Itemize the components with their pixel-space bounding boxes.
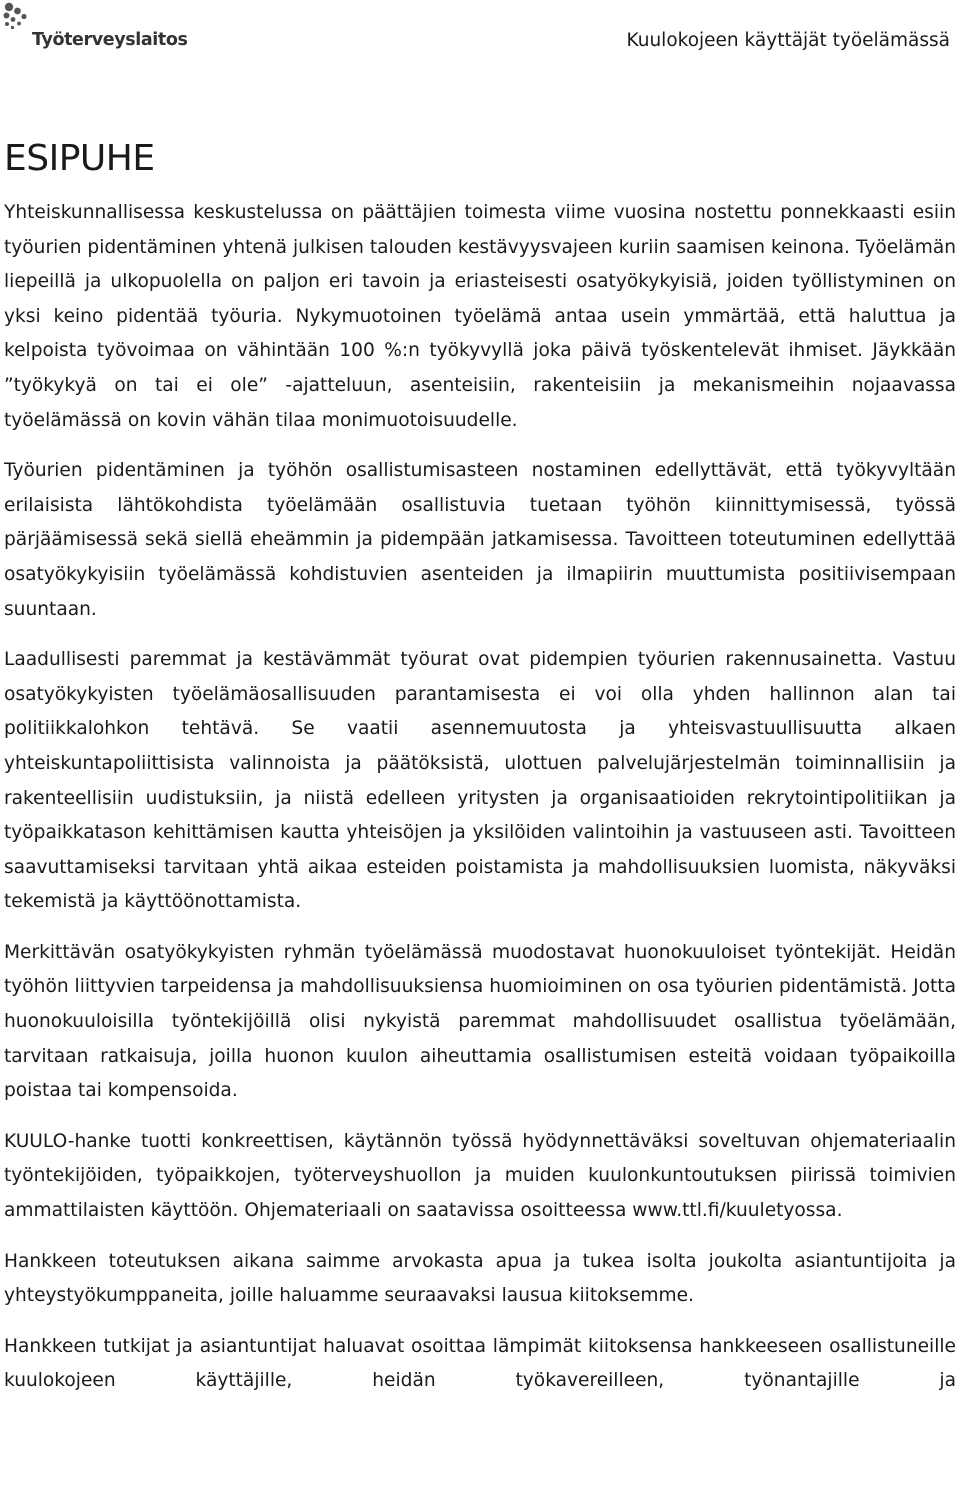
page-header: [0, 0, 960, 70]
paragraph: Laadullisesti paremmat ja kestävämmät työurat ovat pidempien työurien rakennusainetta. Vastuu osatyökykyisten työelämäosallisuuden parantamisesta ei voi olla yhden hallinnon alan tai politiikkalohkon tehtävä. Se vaatii asennemuutosta ja yhteisvastuullisuutta alkaen yhteiskuntapoliittisista valinnoista ja päätöksistä, ulottuen palvelujärjestelmän toiminnallisiin ja rakenteellisiin uudistuksiin, ja niistä edelleen yritysten ja organisaatioiden rekrytointipolitiikan ja työpaikkatason kehittämisen kautta yhteisöjen ja yksilöiden valintoihin ja vastuuseen asti. Tavoitteen saavuttamiseksi tarvitaan yhtä aikaa esteiden poistamista ja mahdollisuuksien luomista, näkyväksi tekemistä ja käyttöönottamista.: [4, 649, 956, 913]
paragraph: Yhteiskunnallisessa keskustelussa on päättäjien toimesta viime vuosina nostettu ponnekkaasti esiin työurien pidentäminen yhtenä julkisen talouden kestävyysvajeen kuriin saamisen keinona. Työelämän liepeillä ja ulkopuolella on paljon eri tavoin ja eriasteisesti osatyökykyisiä, joiden työllistyminen on yksi keino pidentää työuria. Nykymuotoinen työelämä antaa usein ymmärtää, että haluttua ja kelpoista työvoimaa on vähintään 100 %:n työkyvyllä joka päivä työskentelevät ihmiset. Jäykkään ”työkykyä on tai ei ole” -ajatteluun, asenteisiin, rakenteisiin ja mekanismeihin nojaavassa työelämässä on kovin vähän tilaa monimuotoisuudelle.: [4, 202, 956, 431]
paragraph: Hankkeen toteutuksen aikana saimme arvokasta apua ja tukea isolta joukolta asiantuntijoita ja yhteystyökumppaneita, joille haluamme seuraavaksi lausua kiitoksemme.: [4, 1250, 956, 1307]
organization-logo: [2, 2, 188, 60]
section-heading: ESIPUHE: [4, 138, 155, 179]
paragraph: Hankkeen tutkijat ja asiantuntijat haluavat osoittaa lämpimät kiitoksensa hankkeeseen osallistuneille kuulokojeen käyttäjille, heidän työkavereilleen, työnantajille ja: [4, 1335, 956, 1392]
paragraph: Merkittävän osatyökykyisten ryhmän työelämässä muodostavat huonokuuloiset työntekijät. Heidän työhön liittyvien tarpeidensa ja mahdollisuuksiensa huomioiminen on osa työurien pidentämistä. Jotta huonokuuloisilla työntekijöillä olisi nykyistä paremmat mahdollisuudet osallistua työelämään, tarvitaan ratkaisuja, joilla huonon kuulon aiheuttamia osallistumisen esteitä voidaan työpaikoilla poistaa tai kompensoida.: [4, 941, 956, 1102]
logo-wordmark: Työterveyslaitos: [32, 30, 188, 50]
document-title: Kuulokojeen käyttäjät työelämässä: [626, 30, 950, 51]
body-text: [4, 196, 956, 1415]
paragraph: Työurien pidentäminen ja työhön osallistumisasteen nostaminen edellyttävät, että työkyvyltään erilaisista lähtökohdista työelämään osallistuvia tuetaan työhön kiinnittymisessä, työssä pärjäämisessä sekä siellä eheämmin ja pidempään jatkamisessa. Tavoitteen toteutuminen edellyttää osatyökykyisiin työelämässä kohdistuvien asenteiden ja ilmapiirin muuttumista positiivisempaan suuntaan.: [4, 460, 956, 620]
paragraph: KUULO-hanke tuotti konkreettisen, käytännön työssä hyödynnettäväksi soveltuvan ohjemateriaalin työntekijöiden, työpaikkojen, työterveyshuollon ja muiden kuulonkuntoutuksen piirissä toimivien ammattilaisten käyttöön. Ohjemateriaali on saatavissa osoitteessa www.ttl.fi/kuuletyossa.: [4, 1130, 956, 1222]
